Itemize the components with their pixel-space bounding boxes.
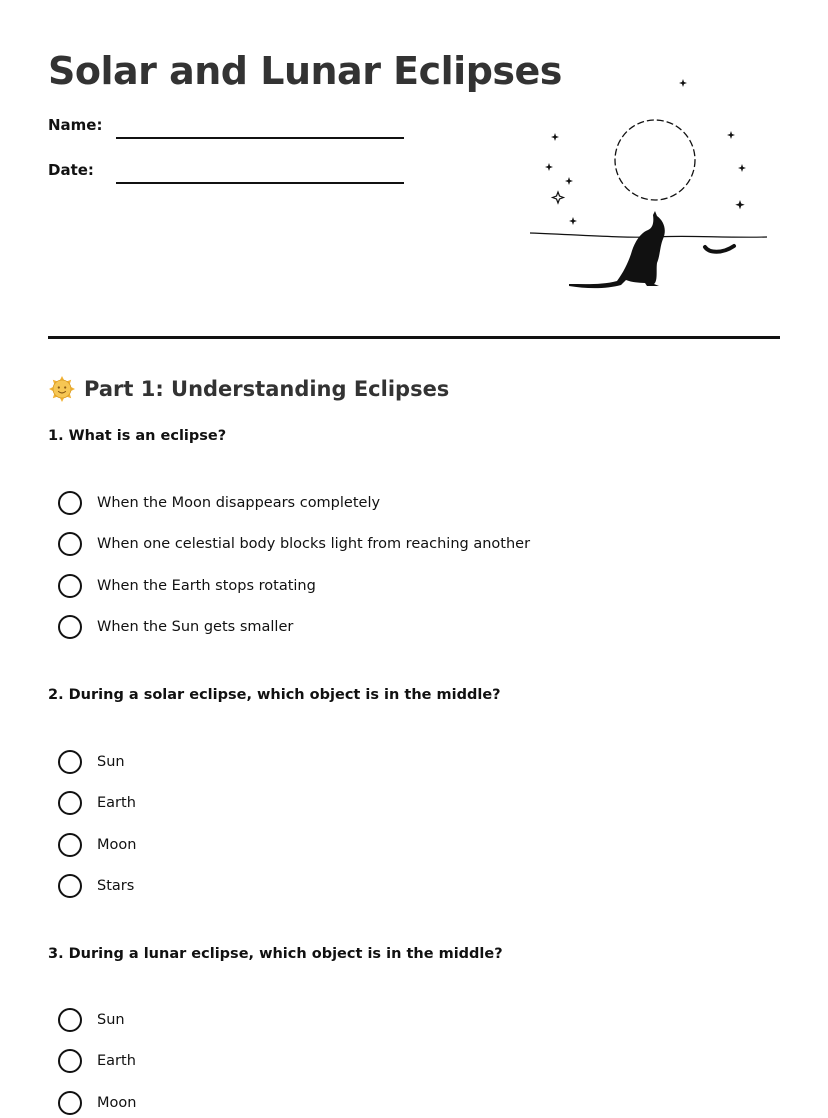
- q3-option-3[interactable]: [58, 1090, 136, 1116]
- name-label: Name:: [48, 116, 103, 134]
- q1-option-3-label: When the Earth stops rotating: [97, 578, 316, 594]
- q2-option-1-label: Sun: [97, 754, 125, 770]
- q2-option-4-radio[interactable]: [58, 874, 82, 898]
- eclipsed-moon-icon: [615, 120, 695, 200]
- stars-icon: [545, 79, 746, 225]
- q2-option-1[interactable]: [58, 749, 125, 775]
- q2-option-2-label: Earth: [97, 795, 136, 811]
- eclipse-kangaroo-illustration: [525, 75, 775, 295]
- q1-option-1-label: When the Moon disappears completely: [97, 495, 381, 511]
- date-input-line[interactable]: [116, 182, 404, 184]
- q1-option-2-radio[interactable]: [58, 532, 82, 556]
- q2-option-3-radio[interactable]: [58, 833, 82, 857]
- q3-option-2[interactable]: [58, 1048, 136, 1074]
- name-input-line[interactable]: [116, 137, 404, 139]
- q2-option-4-label: Stars: [97, 878, 135, 894]
- q3-option-3-label: Moon: [97, 1095, 137, 1111]
- q2-option-2-radio[interactable]: [58, 791, 82, 815]
- q1-option-4[interactable]: [58, 614, 293, 640]
- q3-option-2-label: Earth: [97, 1053, 136, 1069]
- sparkle-icon: [553, 192, 564, 203]
- boomerang-icon: [705, 246, 734, 252]
- worksheet-title: Solar and Lunar Eclipses: [48, 49, 562, 93]
- sun-emoji-icon: [48, 375, 76, 403]
- q3-option-3-radio[interactable]: [58, 1091, 82, 1115]
- q3-option-1-radio[interactable]: [58, 1008, 82, 1032]
- q2-option-4[interactable]: [58, 873, 134, 899]
- q3-option-1[interactable]: [58, 1007, 125, 1033]
- q1-option-1-radio[interactable]: [58, 491, 82, 515]
- header-divider: [48, 336, 780, 339]
- q2-option-1-radio[interactable]: [58, 750, 82, 774]
- q3-option-2-radio[interactable]: [58, 1049, 82, 1073]
- q1-option-2-label: When one celestial body blocks light from reaching another: [97, 536, 531, 552]
- q1-option-4-label: When the Sun gets smaller: [97, 619, 294, 635]
- q1-option-1[interactable]: [58, 490, 380, 516]
- q2-option-2[interactable]: [58, 790, 136, 816]
- q2-option-3-label: Moon: [97, 837, 137, 853]
- q1-option-4-radio[interactable]: [58, 615, 82, 639]
- q1-option-3-radio[interactable]: [58, 574, 82, 598]
- q1-option-3[interactable]: [58, 573, 316, 599]
- kangaroo-silhouette-icon: [569, 211, 665, 288]
- part-1-title: [48, 374, 449, 404]
- question-2: 2. During a solar eclipse, which object is in the middle?: [48, 687, 501, 703]
- question-1: 1. What is an eclipse?: [48, 428, 227, 444]
- part-1-title-text: Part 1: Understanding Eclipses: [84, 377, 450, 401]
- question-3: 3. During a lunar eclipse, which object is in the middle?: [48, 946, 503, 962]
- q3-option-1-label: Sun: [97, 1012, 125, 1028]
- q1-option-2[interactable]: [58, 531, 530, 557]
- date-label: Date:: [48, 161, 94, 179]
- q2-option-3[interactable]: [58, 832, 136, 858]
